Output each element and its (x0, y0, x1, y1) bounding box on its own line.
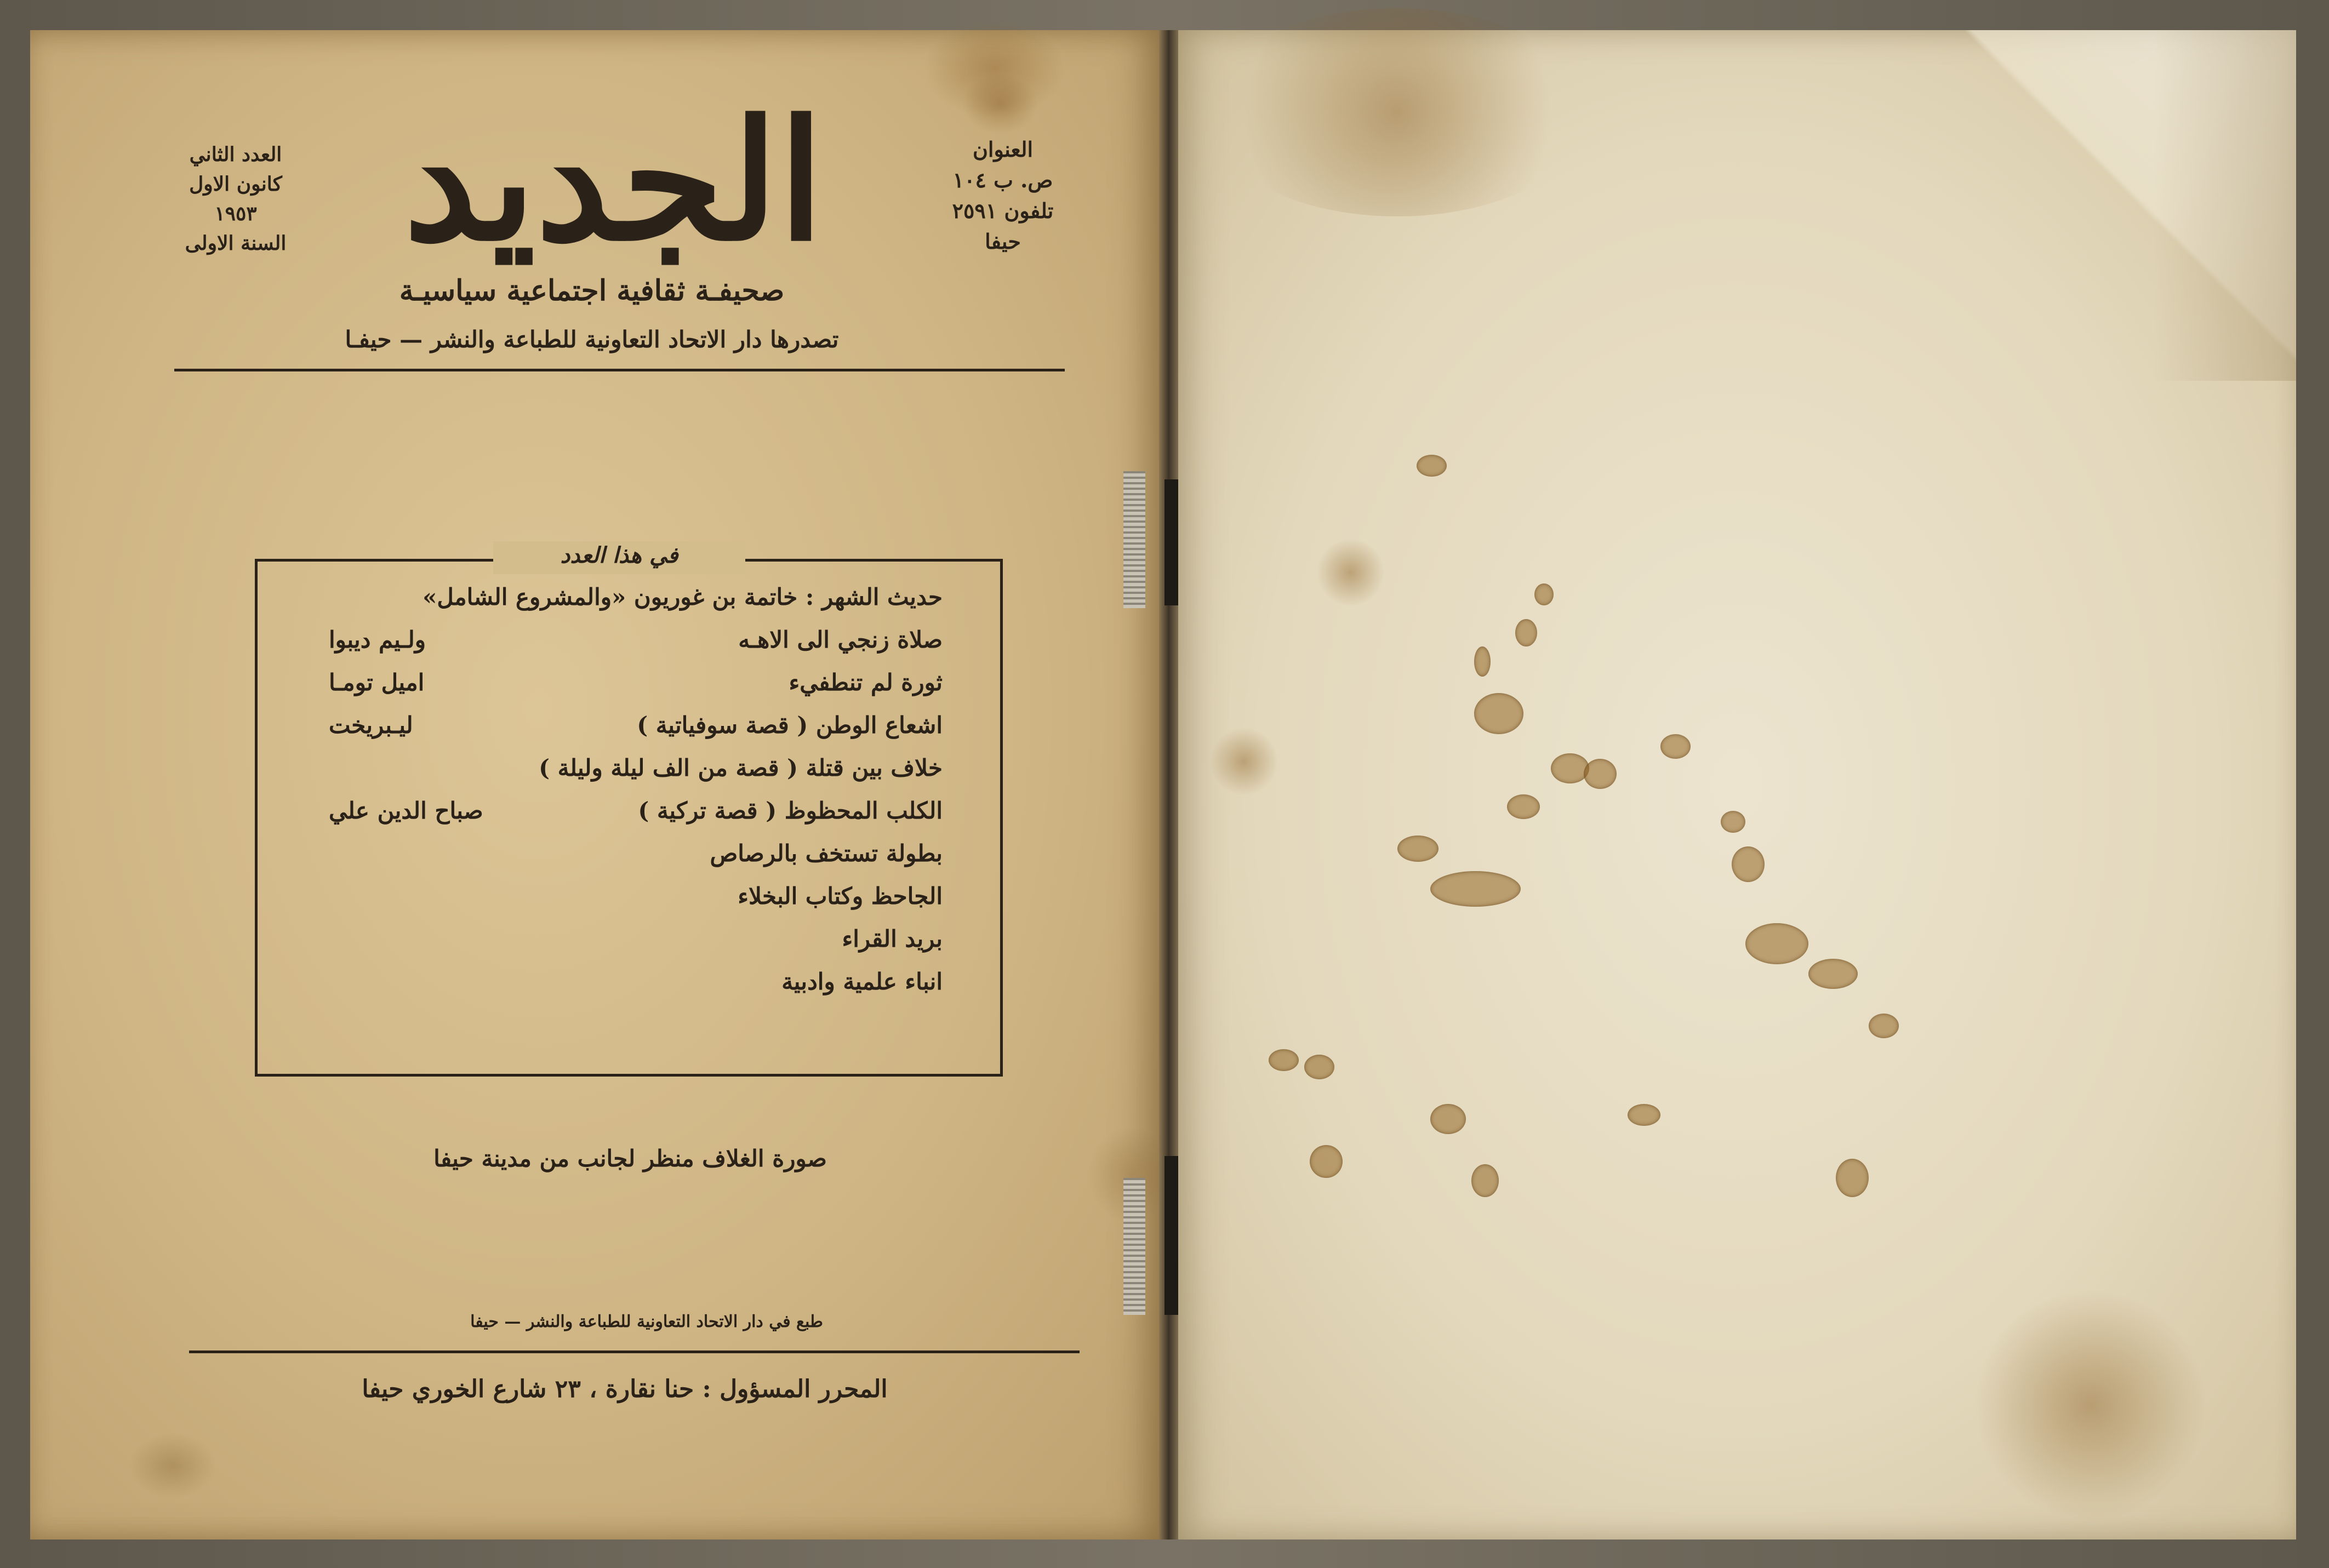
stain (1628, 1104, 1660, 1126)
stain (1310, 1145, 1343, 1178)
stain (1584, 759, 1617, 789)
stain (1430, 871, 1521, 907)
stain (1507, 794, 1540, 819)
stain (1836, 1159, 1869, 1197)
corner-shadow (2154, 30, 2296, 381)
toc-item-author: اميل تومـا (329, 669, 425, 696)
toc-item-title: الجاحظ وكتاب البخلاء (738, 883, 943, 909)
issue-month: كانون الاول (189, 173, 282, 196)
stain (1474, 693, 1523, 734)
stain (1721, 811, 1745, 833)
stain (1745, 923, 1808, 964)
toc-item-author: صباح الدين علي (329, 797, 483, 824)
stain (1269, 1049, 1299, 1071)
city: حيفا (985, 229, 1021, 254)
toc-item-title: بطولة تستخف بالرصاص (710, 840, 943, 867)
issue-info (164, 140, 307, 258)
stain (1397, 835, 1438, 862)
stain (1430, 1104, 1466, 1134)
toc-item-title: اشعاع الوطن ( قصة سوفياتية ) (637, 712, 943, 739)
stain (1973, 1290, 2208, 1520)
toc-item (296, 626, 943, 669)
toc-item-title: انباء علمية وادبية (781, 968, 943, 995)
po-box: ص. ب ١٠٤ (952, 168, 1053, 192)
stain (1551, 753, 1589, 783)
toc-item (296, 925, 943, 968)
stain (1417, 455, 1447, 477)
stain (1869, 1014, 1899, 1038)
header-rule (174, 369, 1065, 371)
toc-item (296, 669, 943, 712)
stain (1211, 726, 1277, 797)
stain (1732, 846, 1765, 882)
staple (1123, 471, 1145, 608)
address-label: العنوان (972, 137, 1034, 162)
toc-item (296, 754, 943, 797)
editor-line: المحرر المسؤول : حنا نقارة ، ٢٣ شارع الخوري حيفا (362, 1375, 888, 1403)
phone: تلفون ٢٥٩١ (952, 198, 1054, 223)
masthead-title: الجديد (403, 84, 824, 277)
stain (1471, 1164, 1499, 1197)
toc-item (296, 883, 943, 925)
toc-item-title: حديث الشهر : خاتمة بن غوريون «والمشروع الشامل» (423, 583, 943, 610)
issue-volume: السنة الاولى (185, 232, 287, 255)
toc-item (296, 840, 943, 883)
stain (1315, 540, 1386, 605)
toc-item (296, 797, 943, 840)
toc-item (296, 583, 943, 626)
subtitle: صحيفـة ثقافية اجتماعية سياسيـة (399, 274, 785, 307)
issue-number: العدد الثاني (189, 143, 282, 166)
stain (1206, 8, 1589, 216)
stain (1515, 619, 1537, 646)
printer-line: طبع في دار الاتحاد التعاونية للطباعة والنشر — حيفا (470, 1312, 823, 1331)
toc-item-title: الكلب المحظوظ ( قصة تركية ) (638, 797, 943, 824)
issue-year: ١٩٥٣ (214, 202, 257, 225)
publisher-line: تصدرها دار الاتحاد التعاونية للطباعة والنشر — حيفـا (345, 326, 839, 353)
toc-item-title: خلاف بين قتلة ( قصة من الف ليلة وليلة ) (539, 754, 943, 781)
cover-caption: صورة الغلاف منظر لجانب من مدينة حيفا (433, 1145, 827, 1172)
stain (1660, 734, 1691, 759)
right-page (1178, 30, 2296, 1540)
toc-item-title: صلاة زنجي الى الاهـه (738, 626, 943, 653)
stain (1474, 646, 1491, 677)
stain (129, 1433, 216, 1498)
toc-item-author: ولـيم ديبوا (329, 626, 426, 653)
stain (1304, 1055, 1334, 1079)
stain (962, 74, 1038, 134)
toc-item-author: ليـبريخت (329, 712, 413, 739)
staple (1123, 1178, 1145, 1315)
address-info (910, 134, 1096, 257)
toc-item (296, 968, 943, 1011)
footer-rule (189, 1350, 1080, 1353)
stain (1534, 583, 1554, 605)
toc-item-title: ثورة لم تنطفيء (789, 669, 943, 696)
stain (1808, 959, 1858, 989)
toc-item-title: بريد القراء (842, 925, 943, 952)
contents-title: في هذا العدد (560, 542, 678, 568)
toc-item (296, 712, 943, 754)
